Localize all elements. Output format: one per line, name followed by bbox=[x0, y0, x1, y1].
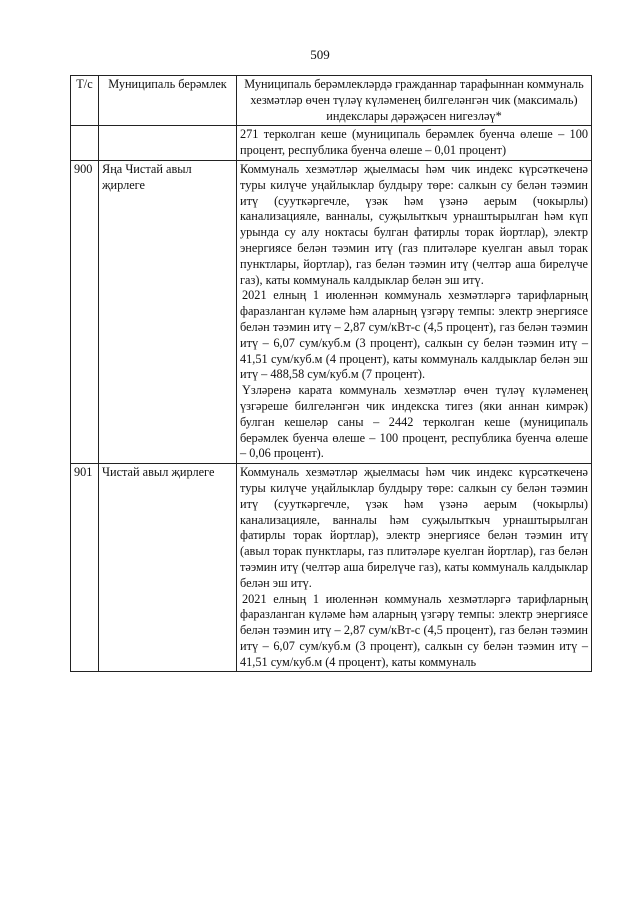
data-table bbox=[70, 75, 592, 672]
cell-number-empty bbox=[71, 126, 99, 161]
cell-continuation bbox=[237, 126, 592, 161]
header-number: Т/с bbox=[71, 76, 99, 126]
row-municipality: Чистай авыл җирлеге bbox=[99, 464, 237, 672]
header-description: Муниципаль берәмлекләрдә гражданнар тарафыннан коммуналь хезмәтләр өчен түләү күләменең билгеләнгән чик (максималь) индекслары дәрәҗәсен нигезләү* bbox=[237, 76, 592, 126]
row-number: 900 bbox=[71, 160, 99, 463]
description-paragraph: 2021 елның 1 июленнән коммуналь хезмәтләргә тарифларның фаразланган күләме һәм аларның үзгәрү темпы: электр энергиясе белән тәэмин итү – 2,87 сум/кВт-с (4,5 процент), газ белән тәэмин итү – 6,07 сум/куб.м (3 процент), салкын су белән тәэмин итү – 41,51 сум/куб.м (4 процент), каты коммуналь калдыклар белән эш итү – 488,58 сум/куб.м (7 процент). bbox=[240, 288, 588, 382]
table-row bbox=[71, 160, 592, 463]
table-row bbox=[71, 464, 592, 672]
header-municipality: Муниципаль берәмлек bbox=[99, 76, 237, 126]
table-header-row bbox=[71, 76, 592, 126]
table-row-continuation bbox=[71, 126, 592, 161]
row-municipality: Яңа Чистай авыл җирлеге bbox=[99, 160, 237, 463]
page-number: 509 bbox=[310, 47, 330, 62]
description-paragraph: Коммуналь хезмәтләр җыелмасы һәм чик индекс күрсәткеченә туры килүче уңайлыклар булдыру төре: салкын су белән тәэмин итү (сууткәргечле, үзәк һәм үзәнә аерым (чокырлы) канализацияле, ванналы һәм суҗылыткыч урнаштырылган фатирлы торак йортлар), электр энергиясе белән тәэмин итү (авыл торак пунктлары, газ плитәләре куелган йортлар), газ белән тәэмин итү (челтәр аша бирелүче газ), каты коммуналь калдыклар белән эш итү. bbox=[240, 465, 588, 590]
cell-municipality-empty bbox=[99, 126, 237, 161]
continuation-text: 271 терколган кеше (муниципаль берәмлек буенча өлеше – 100 процент, республика буенча өлеше – 0,01 процент) bbox=[240, 127, 588, 158]
description-paragraph: Үзләренә карата коммуналь хезмәтләр өчен түләү күләменең үзгәреше билгеләнгән чик индекска тигез (яки аннан кимрәк) булган кешеләр саны – 2442 терколган кеше (муниципаль берәмлек буенча өлеше – 100 процент, республика буенча өлеше – 0,06 процент). bbox=[240, 383, 588, 461]
row-description bbox=[237, 464, 592, 672]
description-paragraph: Коммуналь хезмәтләр җыелмасы һәм чик индекс күрсәткеченә туры килүче уңайлыклар булдыру төре: салкын су белән тәэмин итү (сууткәргечле, үзәк һәм үзәнә аерым (чокырлы) канализацияле, ванналы, суҗылыткыч урнаштырылган һәм күп урында су алу ноктасы булган фатирлы торак йортлар), электр энергиясе белән тәэмин итү (газ плитәләре куелган авыл торак пунктлары, йортлар), газ белән тәэмин итү (челтәр аша бирелүче газ), каты коммуналь калдыклар белән эш итү. bbox=[240, 161, 588, 287]
description-paragraph: 2021 елның 1 июленнән коммуналь хезмәтләргә тарифларның фаразланган күләме һәм аларның үзгәрү темпы: электр энергиясе белән тәэмин итү – 2,87 сум/кВт-с (4,5 процент), газ белән тәэмин итү – 6,07 сум/куб.м (3 процент), салкын су белән тәэмин итү – 41,51 сум/куб.м (4 процент), каты коммуналь bbox=[240, 591, 588, 669]
row-description bbox=[237, 160, 592, 463]
row-number: 901 bbox=[71, 464, 99, 672]
